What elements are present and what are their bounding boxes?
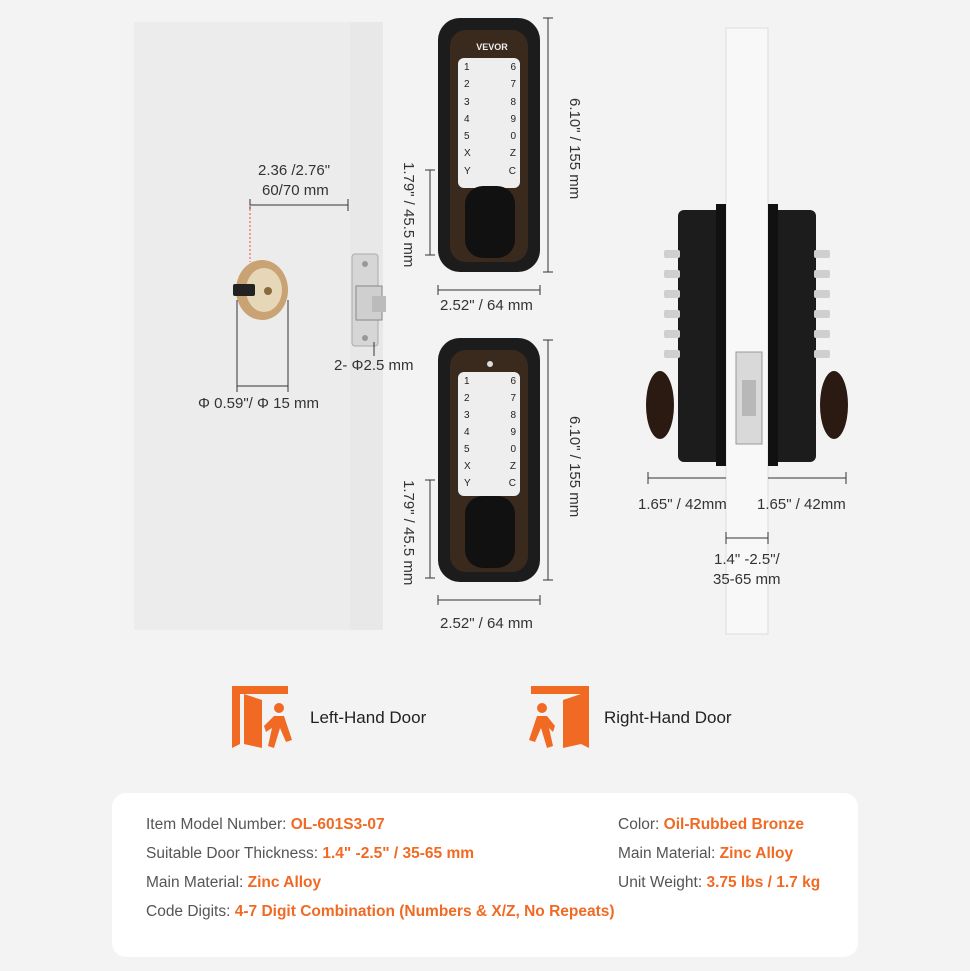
- spec-thickness: Suitable Door Thickness: 1.4" -2.5" / 35-65 mm: [146, 845, 475, 862]
- spec-model: Item Model Number: OL-601S3-07: [146, 816, 385, 833]
- width-top-label: 2.52" / 64 mm: [440, 297, 533, 314]
- spec-material: Main Material: Zinc Alloy: [146, 874, 322, 891]
- thickness-label-1: 1.4" -2.5"/: [714, 551, 780, 568]
- backset-label-2: 60/70 mm: [262, 182, 329, 199]
- inner-height-top-label: 1.79" / 45.5 mm: [400, 162, 417, 268]
- keypad-row: 2 7: [464, 393, 516, 404]
- height-top-label: 6.10" / 155 mm: [566, 98, 583, 200]
- keypad-row: 4 9: [464, 427, 516, 438]
- keypad-row: 3 8: [464, 96, 516, 108]
- side-right-label: 1.65" / 42mm: [757, 496, 846, 513]
- keypad-row: 2 7: [464, 79, 516, 91]
- brand-logo: VEVOR: [476, 42, 508, 52]
- height-bottom-label: 6.10" / 155 mm: [566, 416, 583, 518]
- keypad-row: Y C: [464, 478, 516, 489]
- width-bottom-label: 2.52" / 64 mm: [440, 615, 533, 632]
- keypad-row: X Z: [464, 148, 516, 160]
- spec-weight: Unit Weight: 3.75 lbs / 1.7 kg: [618, 874, 821, 891]
- keypad-bottom: [464, 376, 516, 495]
- keypad-top: [464, 62, 516, 183]
- inner-height-bottom-label: 1.79" / 45.5 mm: [400, 480, 417, 586]
- keypad-row: 1 6: [464, 376, 516, 387]
- spec-material-2: Main Material: Zinc Alloy: [618, 845, 794, 862]
- screw-holes-label: 2- Φ2.5 mm: [334, 357, 414, 374]
- spec-code-digits: Code Digits: 4-7 Digit Combination (Numbers & X/Z, No Repeats): [146, 903, 615, 920]
- keypad-row: 3 8: [464, 410, 516, 421]
- backset-label-1: 2.36 /2.76": [258, 162, 331, 179]
- side-left-label: 1.65" / 42mm: [638, 496, 727, 513]
- keypad-row: 4 9: [464, 113, 516, 125]
- keypad-row: 1 6: [464, 62, 516, 73]
- right-hand-door-label: Right-Hand Door: [604, 708, 732, 727]
- keypad-row: X Z: [464, 461, 516, 472]
- keypad-row: 5 0: [464, 131, 516, 143]
- hole-diameter-label: Φ 0.59"/ Φ 15 mm: [198, 395, 319, 412]
- keypad-row: 5 0: [464, 444, 516, 455]
- keypad-row: Y C: [464, 165, 516, 177]
- left-hand-door-label: Left-Hand Door: [310, 708, 427, 727]
- spec-color: Color: Oil-Rubbed Bronze: [618, 816, 805, 833]
- thickness-label-2: 35-65 mm: [713, 571, 781, 588]
